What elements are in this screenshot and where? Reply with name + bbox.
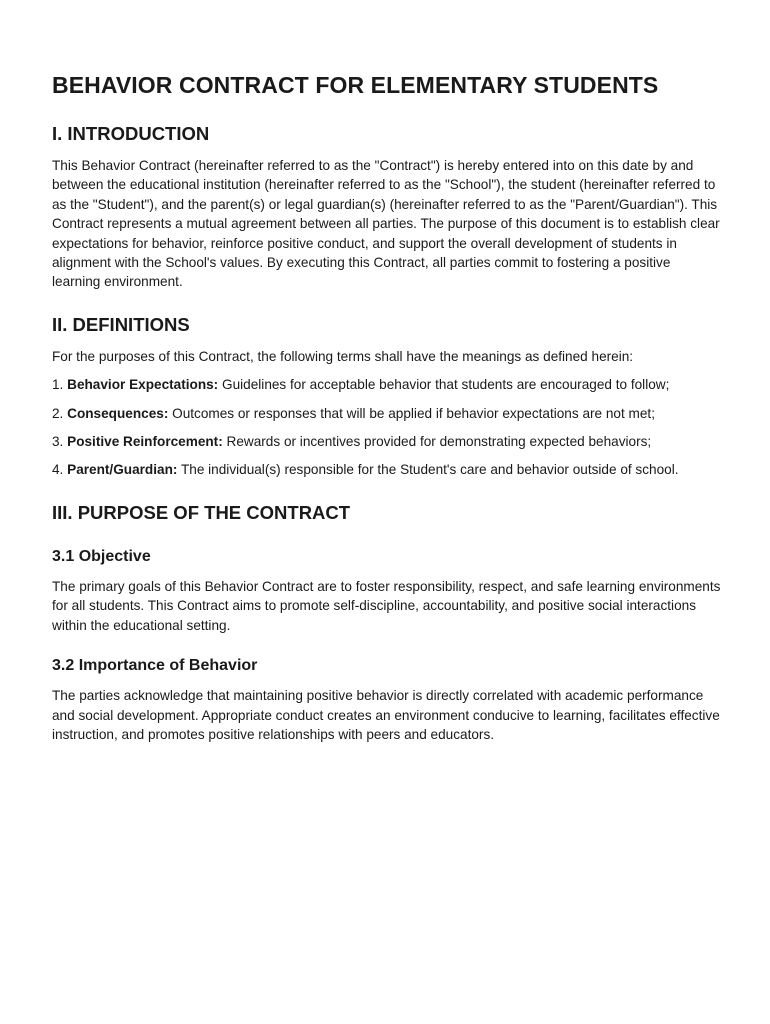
definition-number: 4. — [52, 462, 64, 478]
section-heading-definitions: II. DEFINITIONS — [52, 313, 190, 335]
definition-number: 1. — [52, 377, 64, 393]
section-heading-purpose: III. PURPOSE OF THE CONTRACT — [52, 501, 351, 523]
definition-item-behavior-expectations — [52, 375, 722, 394]
subsection-heading-objective: 3.1 Objective — [52, 547, 151, 565]
definition-number: 2. — [52, 405, 64, 421]
definition-text: Outcomes or responses that will be applied if behavior expectations are not met; — [172, 405, 655, 421]
definition-item-consequences — [52, 404, 722, 423]
definition-text: Guidelines for acceptable behavior that students are encouraged to follow; — [222, 377, 670, 393]
document-title: BEHAVIOR CONTRACT FOR ELEMENTARY STUDENTS — [52, 72, 659, 98]
introduction-paragraph: This Behavior Contract (hereinafter referred to as the "Contract") is hereby entered into on this date by and between the educational institution (hereinafter referred to as the "School"), the student (hereinafter referred to as the "Student"), and the parent(s) or legal guardian(s) (hereinafter referred to as the "Parent/Guardian"). This Contract represents a mutual agreement between all parties. The purpose of this document is to establish clear expectations for behavior, reinforce positive conduct, and support the overall development of students in alignment with the School's values. By executing this Contract, all parties commit to fostering a positive learning environment. — [52, 158, 720, 290]
importance-paragraph: The parties acknowledge that maintaining positive behavior is directly correlated with academic performance and social development. Appropriate conduct creates an environment conducive to learning, facilitates effective instruction, and promotes positive relationships with peers and educators. — [52, 688, 720, 742]
definition-item-positive-reinforcement — [52, 432, 722, 451]
definition-term: Behavior Expectations: — [67, 377, 219, 393]
definition-item-parent-guardian — [52, 460, 722, 479]
document-page — [52, 68, 722, 744]
definition-text: The individual(s) responsible for the Student's care and behavior outside of school. — [180, 462, 679, 478]
objective-paragraph: The primary goals of this Behavior Contract are to foster responsibility, respect, and safe learning environments for all students. This Contract aims to promote self-discipline, accountability, and positive social interactions within the educational setting. — [52, 578, 721, 633]
definition-term: Parent/Guardian: — [67, 462, 178, 478]
definition-number: 3. — [52, 434, 64, 450]
definition-term: Positive Reinforcement: — [67, 434, 223, 450]
subsection-heading-importance: 3.2 Importance of Behavior — [52, 657, 258, 675]
definition-term: Consequences: — [67, 405, 169, 421]
section-heading-introduction: I. INTRODUCTION — [52, 123, 210, 144]
definition-text: Rewards or incentives provided for demonstrating expected behaviors; — [226, 434, 652, 450]
definitions-lead-paragraph: For the purposes of this Contract, the following terms shall have the meanings as defined herein: — [52, 348, 634, 364]
